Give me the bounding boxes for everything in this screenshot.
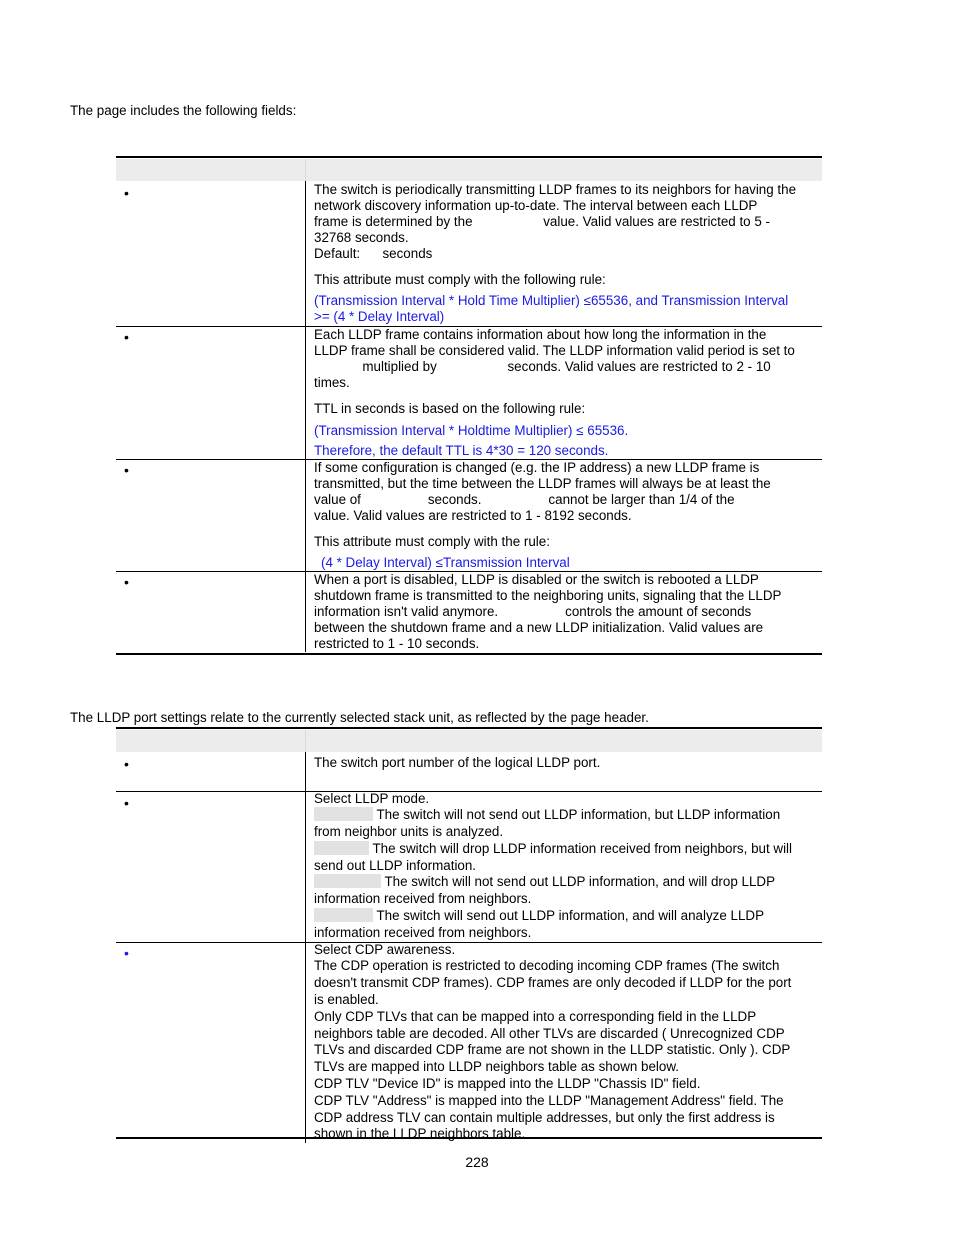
mode-description: The switch will not send out LLDP information, and will drop LLDP bbox=[384, 874, 775, 890]
row-bullet: • bbox=[124, 756, 129, 772]
mode-description: The switch will drop LLDP information received from neighbors, but will bbox=[372, 840, 792, 856]
description-line: information isn't valid anymore. controls the amount of seconds bbox=[314, 603, 752, 619]
mode-name-swatch bbox=[314, 841, 369, 855]
description-line: CDP TLV "Device ID" is mapped into the LLDP "Chassis ID" field. bbox=[314, 1076, 701, 1092]
description-line: doesn't transmit CDP frames). CDP frames are only decoded if LLDP for the port bbox=[314, 975, 792, 991]
description-line: information received from neighbors. bbox=[314, 891, 532, 907]
description-line: from neighbor units is analyzed. bbox=[314, 824, 504, 840]
intro-text-fields: The page includes the following fields: bbox=[70, 103, 297, 118]
mode-option-rx-only bbox=[314, 807, 818, 824]
description-line: times. bbox=[314, 374, 350, 390]
description-line: shown in the LLDP neighbors table. bbox=[314, 1126, 526, 1142]
description-line: CDP TLV "Address" is mapped into the LLDP "Management Address" field. The bbox=[314, 1092, 784, 1108]
mode-description: The switch will send out LLDP information, and will analyze LLDP bbox=[376, 908, 765, 924]
row-bullet: • bbox=[124, 185, 129, 201]
description-line: neighbors table are decoded. All other TLVs are discarded ( Unrecognized CDP bbox=[314, 1025, 785, 1041]
mode-option-enabled bbox=[314, 908, 818, 925]
table1-bottom-rule bbox=[116, 653, 822, 655]
description-line: frame is determined by the value. Valid values are restricted to 5 - bbox=[314, 214, 770, 229]
description-line: transmitted, but the time between the LLDP frames will always be at least the bbox=[314, 475, 771, 491]
description-line: multiplied by seconds. Valid values are restricted to 2 - 10 bbox=[314, 358, 771, 374]
mode-name-swatch bbox=[314, 908, 373, 922]
rule-label: This attribute must comply with the following rule: bbox=[314, 272, 606, 287]
mode-description: The switch will not send out LLDP information, but LLDP information bbox=[376, 807, 781, 823]
description-line: value of seconds. cannot be larger than 1/4 of the bbox=[314, 491, 735, 507]
description-line: between the shutdown frame and a new LLDP initialization. Valid values are bbox=[314, 619, 764, 635]
rule-line: >= (4 * Delay Interval) bbox=[314, 309, 445, 324]
table2-row-port bbox=[116, 752, 822, 791]
rule-line: (Transmission Interval * Holdtime Multiplier) ≤ 65536. bbox=[314, 422, 629, 438]
description-line: shutdown frame is transmitted to the neighboring units, signaling that the LLDP bbox=[314, 587, 782, 603]
mode-name-swatch bbox=[314, 874, 381, 888]
table2-row-mode bbox=[116, 791, 822, 942]
description-line: CDP address TLV can contain multiple addresses, but only the first address is bbox=[314, 1109, 775, 1125]
rule-line: Therefore, the default TTL is 4*30 = 120 seconds. bbox=[314, 442, 609, 458]
table1-row-tx-reinit bbox=[116, 571, 822, 652]
mode-option-tx-only bbox=[314, 841, 818, 858]
table1-header-row bbox=[116, 159, 822, 181]
description-line: Default: seconds bbox=[314, 246, 433, 261]
mode-name-swatch bbox=[314, 807, 373, 821]
table1-row-tx-interval bbox=[116, 181, 822, 326]
description-line: Select CDP awareness. bbox=[314, 941, 456, 957]
row-bullet: • bbox=[124, 328, 129, 345]
rule-line: (Transmission Interval * Hold Time Multiplier) ≤65536, and Transmission Interval bbox=[314, 293, 789, 308]
table2-header-description bbox=[306, 730, 823, 752]
row-bullet: • bbox=[124, 461, 129, 478]
description-line: Select LLDP mode. bbox=[314, 790, 430, 806]
rule-line: (4 * Delay Interval) ≤Transmission Interval bbox=[321, 554, 570, 570]
description-line: TLVs are mapped into LLDP neighbors table as shown below. bbox=[314, 1059, 679, 1075]
rule-label: TTL in seconds is based on the following rule: bbox=[314, 400, 586, 416]
table1-global-settings bbox=[116, 159, 822, 652]
row-bullet: • bbox=[124, 573, 129, 590]
rule-label: This attribute must comply with the rule: bbox=[314, 533, 550, 549]
table1-row-tx-hold bbox=[116, 326, 822, 459]
description-line: LLDP frame shall be considered valid. The LLDP information valid period is set to bbox=[314, 342, 795, 358]
description-line: value. Valid values are restricted to 1 - 8192 seconds. bbox=[314, 507, 632, 523]
table1-header-description bbox=[306, 159, 823, 181]
table2-port-settings bbox=[116, 730, 822, 1143]
table1-top-rule bbox=[116, 156, 822, 158]
description-line: The switch is periodically transmitting LLDP frames to its neighbors for having the bbox=[314, 182, 797, 197]
table2-bottom-rule bbox=[116, 1137, 822, 1139]
description-line: Only CDP TLVs that can be mapped into a corresponding field in the LLDP bbox=[314, 1008, 757, 1024]
table2-top-rule bbox=[116, 727, 822, 729]
mode-option-disabled bbox=[314, 874, 818, 891]
description-line: network discovery information up-to-date. The interval between each LLDP bbox=[314, 198, 758, 213]
table2-row-cdp-aware bbox=[116, 942, 822, 1143]
row-bullet: • bbox=[124, 794, 129, 811]
description-line: is enabled. bbox=[314, 992, 379, 1008]
table2-header-object bbox=[116, 730, 306, 752]
description-line: TLVs and discarded CDP frame are not shown in the LLDP statistic. Only ). CDP bbox=[314, 1042, 791, 1058]
description-line: information received from neighbors. bbox=[314, 924, 532, 940]
intro-text-port-settings: The LLDP port settings relate to the currently selected stack unit, as reflected by the page header. bbox=[70, 710, 649, 725]
description-line: When a port is disabled, LLDP is disabled or the switch is rebooted a LLDP bbox=[314, 571, 759, 587]
description-line: restricted to 1 - 10 seconds. bbox=[314, 635, 480, 651]
description-line: Each LLDP frame contains information about how long the information in the bbox=[314, 326, 767, 342]
page-number: 228 bbox=[465, 1154, 489, 1170]
description-line: The CDP operation is restricted to decoding incoming CDP frames (The switch bbox=[314, 958, 780, 974]
description-line: If some configuration is changed (e.g. the IP address) a new LLDP frame is bbox=[314, 459, 760, 475]
row-bullet: • bbox=[124, 944, 129, 961]
description-line: The switch port number of the logical LLDP port. bbox=[314, 755, 601, 770]
table1-header-object bbox=[116, 159, 306, 181]
table1-row-tx-delay bbox=[116, 459, 822, 571]
description-line: send out LLDP information. bbox=[314, 857, 477, 873]
table2-header-row bbox=[116, 730, 822, 752]
description-line: 32768 seconds. bbox=[314, 230, 409, 245]
